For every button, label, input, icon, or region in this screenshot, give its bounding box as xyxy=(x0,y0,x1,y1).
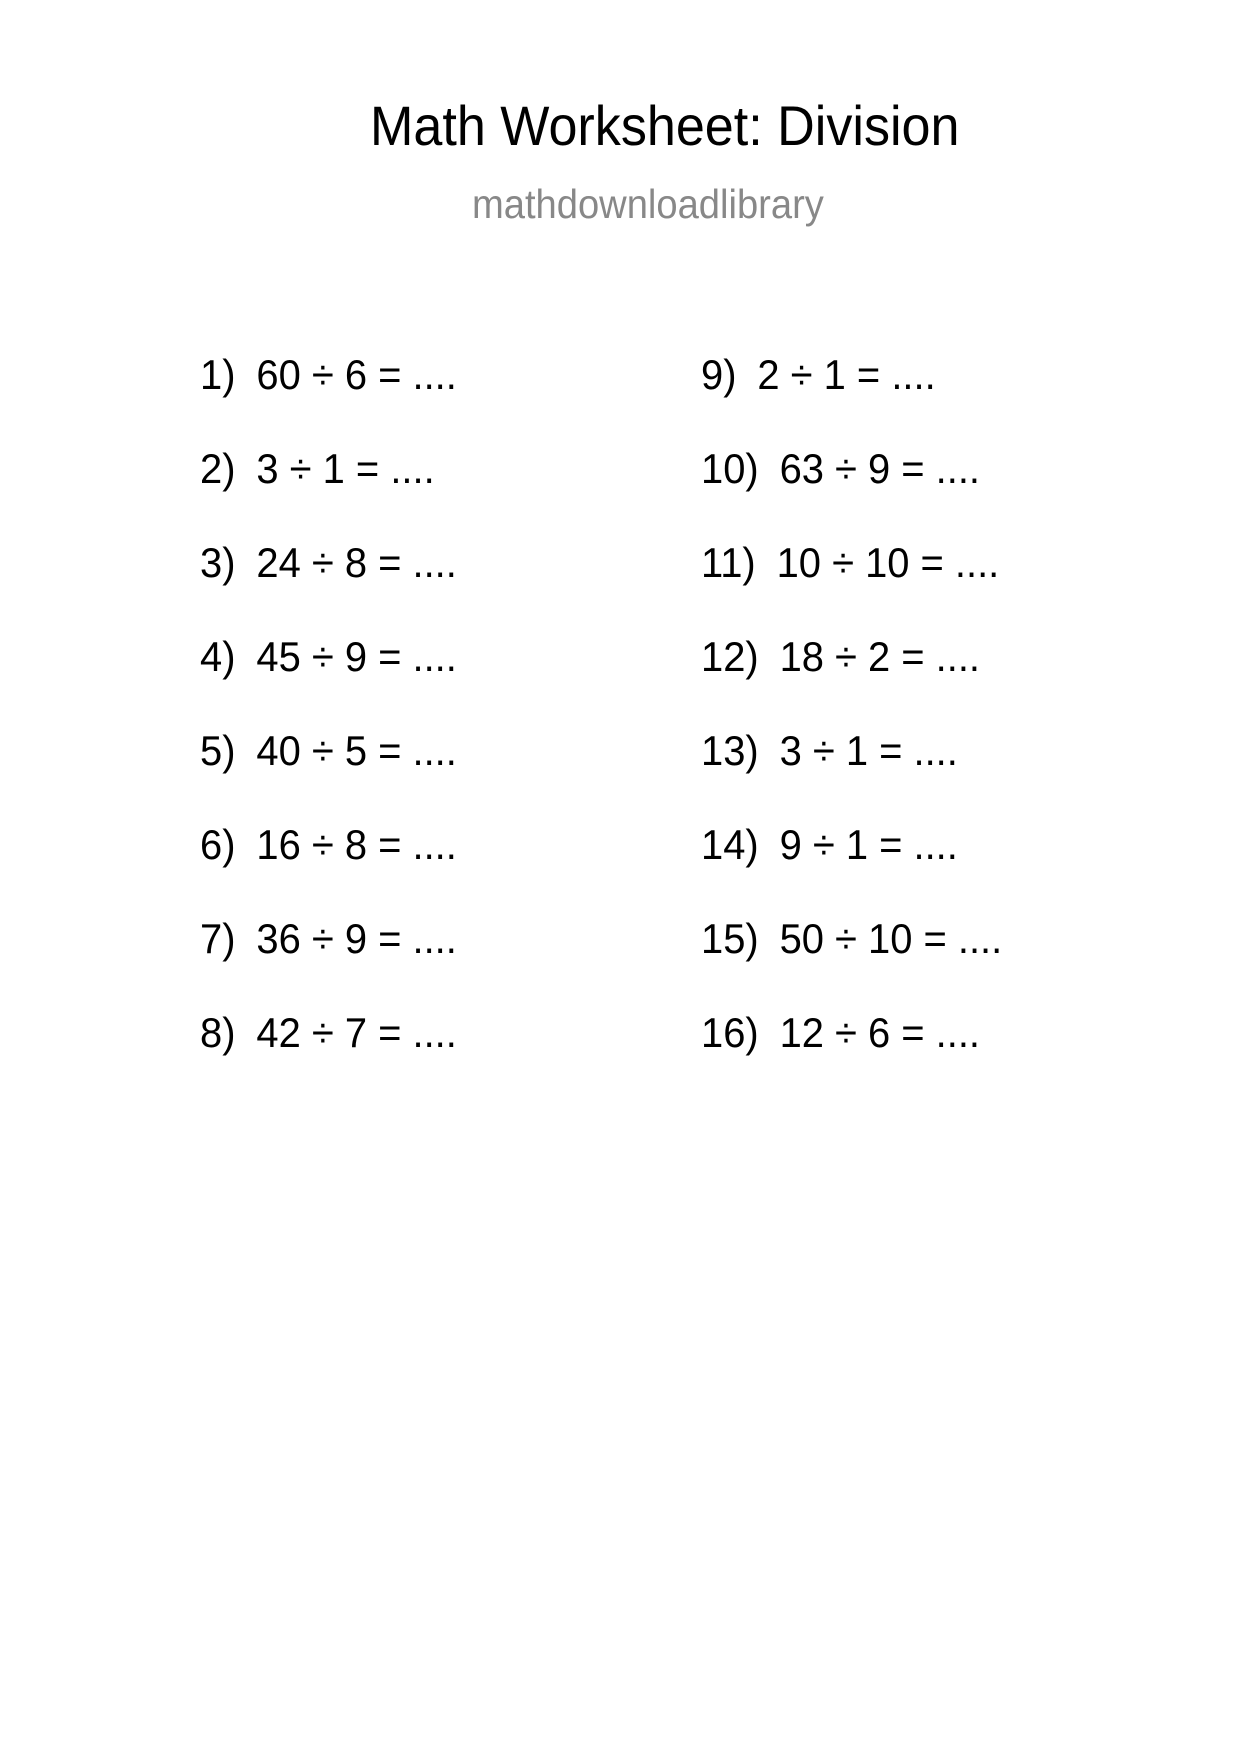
problem-number: 14) xyxy=(701,821,759,868)
problem-expression: 2 ÷ 1 = .... xyxy=(757,351,936,398)
problem-16 xyxy=(701,1008,980,1058)
problem-number: 6) xyxy=(200,821,236,868)
problem-11 xyxy=(701,538,999,588)
problem-expression: 18 ÷ 2 = .... xyxy=(779,633,981,680)
problem-expression: 45 ÷ 9 = .... xyxy=(256,633,457,680)
problem-expression: 63 ÷ 9 = .... xyxy=(779,445,981,492)
problem-number: 15) xyxy=(701,915,759,962)
problem-3 xyxy=(200,538,457,588)
problem-expression: 9 ÷ 1 = .... xyxy=(779,821,958,868)
problem-expression: 3 ÷ 1 = .... xyxy=(256,445,435,492)
problem-2 xyxy=(200,444,435,494)
problem-expression: 60 ÷ 6 = .... xyxy=(256,351,457,398)
worksheet-subtitle: mathdownloadlibrary xyxy=(472,181,824,227)
problem-number: 12) xyxy=(701,633,759,680)
problem-4 xyxy=(200,632,457,682)
problem-number: 11) xyxy=(701,539,756,586)
problem-number: 2) xyxy=(200,445,236,492)
problem-number: 3) xyxy=(200,539,236,586)
problem-5 xyxy=(200,726,457,776)
problem-6 xyxy=(200,820,457,870)
problem-expression: 10 ÷ 10 = .... xyxy=(776,539,1000,586)
problem-expression: 12 ÷ 6 = .... xyxy=(779,1009,981,1056)
problem-9 xyxy=(701,350,936,400)
problem-number: 1) xyxy=(200,351,236,398)
problem-14 xyxy=(701,820,958,870)
problem-expression: 36 ÷ 9 = .... xyxy=(256,915,457,962)
problem-1 xyxy=(200,350,457,400)
problem-number: 8) xyxy=(200,1009,236,1056)
problem-number: 9) xyxy=(701,351,737,398)
problem-number: 5) xyxy=(200,727,236,774)
problem-number: 13) xyxy=(701,727,759,774)
problem-expression: 50 ÷ 10 = .... xyxy=(779,915,1003,962)
problem-number: 7) xyxy=(200,915,236,962)
problem-13 xyxy=(701,726,958,776)
problem-10 xyxy=(701,444,980,494)
problem-7 xyxy=(200,914,457,964)
problem-expression: 16 ÷ 8 = .... xyxy=(256,821,457,868)
problem-15 xyxy=(701,914,1002,964)
worksheet-title: Math Worksheet: Division xyxy=(370,94,960,157)
problem-expression: 42 ÷ 7 = .... xyxy=(256,1009,457,1056)
problem-number: 4) xyxy=(200,633,236,680)
problem-12 xyxy=(701,632,980,682)
problem-expression: 40 ÷ 5 = .... xyxy=(256,727,457,774)
problem-number: 16) xyxy=(701,1009,759,1056)
problem-expression: 3 ÷ 1 = .... xyxy=(779,727,958,774)
problem-expression: 24 ÷ 8 = .... xyxy=(256,539,457,586)
problem-8 xyxy=(200,1008,457,1058)
problem-number: 10) xyxy=(701,445,759,492)
